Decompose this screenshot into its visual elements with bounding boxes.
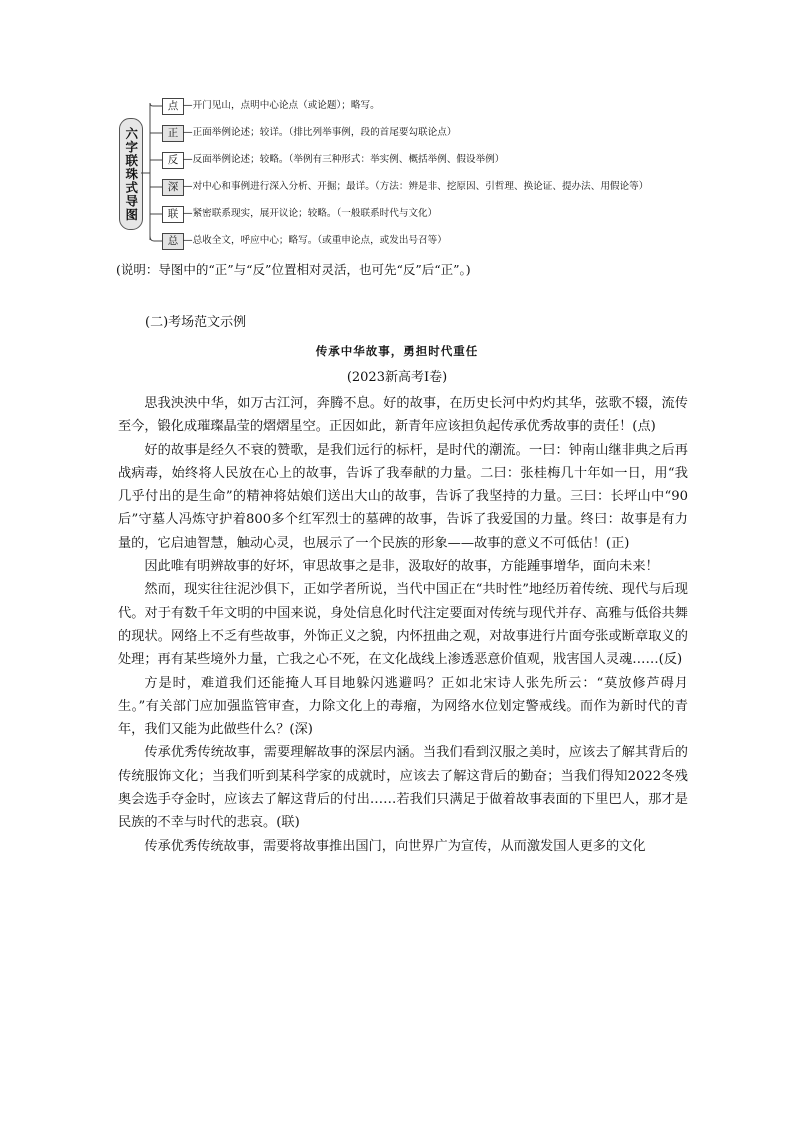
- essay-paragraph: 然而，现实往往泥沙俱下，正如学者所说，当代中国正在“共时性”地经历着传统、现代与后现代。对于有数千年文明的中国来说，身处信息化时代注定要面对传统与现代并存、高雅与低俗共舞的现状。网络上不乏有些故事，外饰正义之貌，内怀扭曲之观，对故事进行片面夸张或断章取义的处理；再有某些境外力量，亡我之心不死，在文化战线上渗透恶意价值观，戕害国人灵魂……(反): [118, 582, 688, 668]
- mind-map-note: (说明：导图中的“正”与“反”位置相对灵活，也可先“反”后“正”。): [116, 262, 471, 277]
- essay-source: (2023新高考Ⅰ卷): [346, 370, 448, 385]
- mind-map-title: 六字联珠式导图: [119, 118, 143, 230]
- mind-map-node-zong: 总: [162, 233, 184, 250]
- essay-paragraph: 方是时，难道我们还能掩人耳目地躲闪逃避吗？正如北宋诗人张先所云：“莫放修芦碍月生。”有关部门应加强监管审查，力除文化上的毒瘤，为网络水位划定警戒线。而作为新时代的青年，我们又能为此做些什么？(深): [118, 675, 688, 738]
- section-heading: (二)考场范文示例: [145, 315, 247, 330]
- mind-map-node-lian: 联: [162, 206, 184, 223]
- essay-body: [118, 392, 688, 858]
- mind-map-node-lian-text: —紧密联系现实，展开议论；较略。（一般联系时代与文化）: [183, 208, 438, 219]
- essay-paragraph: 传承优秀传统故事，需要将故事推出国门，向世界广为宣传，从而激发国人更多的文化: [144, 838, 646, 854]
- mind-map-node-zong-text: —总收全文，呼应中心；略写。（或重申论点，或发出号召等）: [183, 235, 447, 246]
- essay-paragraph: 好的故事是经久不衰的赞歌，是我们远行的标杆，是时代的潮流。一曰：钟南山继非典之后再战病毒，始终将人民放在心上的故事，告诉了我奉献的力量。二曰：张桂梅几十年如一日，用“我几乎付出的是生命”的精神将姑娘们送出大山的故事，告诉了我坚持的力量。三曰：长坪山中“90后”守墓人冯炼守护着800多个红军烈士的墓碑的故事，告诉了我爱国的力量。终曰：故事是有力量的，它启迪智慧，触动心灵，也展示了一个民族的形象——故事的意义不可低估！(正): [118, 442, 688, 551]
- essay-title: 传承中华故事，勇担时代重任: [315, 344, 479, 358]
- essay-paragraph: 因此唯有明辨故事的好坏，审思故事之是非，汲取好的故事，方能踵事增华，面向未来！: [144, 559, 659, 575]
- essay-paragraph: 思我泱泱中华，如万古江河，奔腾不息。好的故事，在历史长河中灼灼其华，弦歌不辍，流传至今，锻化成璀璨晶莹的熠熠星空。正因如此，新青年应该担负起传承优秀故事的责任！(点): [118, 396, 688, 435]
- mind-map-node-fan: 反: [162, 152, 184, 169]
- mind-map-node-dian: 点: [162, 98, 184, 115]
- mind-map-node-shen-text: —对中心和事例进行深入分析、开掘；最详。（方法：辨是非、挖原因、引哲理、换论证、提办法、用假论等）: [183, 181, 649, 192]
- mind-map-node-zheng-text: —正面举例论述；较详。（排比列举事例，段的首尾要勾联论点）: [183, 127, 457, 138]
- mind-map-node-dian-text: —开门见山，点明中心论点（或论题）；略写。: [183, 100, 380, 111]
- mind-map-node-shen: 深: [162, 179, 184, 196]
- mind-map-node-zheng: 正: [162, 125, 184, 142]
- essay-paragraph: 传承优秀传统故事，需要理解故事的深层内涵。当我们看到汉服之美时，应该去了解其背后的传统服饰文化；当我们听到某科学家的成就时，应该去了解这背后的勤奋；当我们得知2022冬残奥会选手夺金时，应该去了解这背后的付出……若我们只满足于做着故事表面的下里巴人，那才是民族的不幸与时代的悲哀。(联): [118, 745, 688, 831]
- mind-map-node-fan-text: —反面举例论述；较略。（举例有三种形式：举实例、概括举例、假设举例）: [183, 154, 505, 165]
